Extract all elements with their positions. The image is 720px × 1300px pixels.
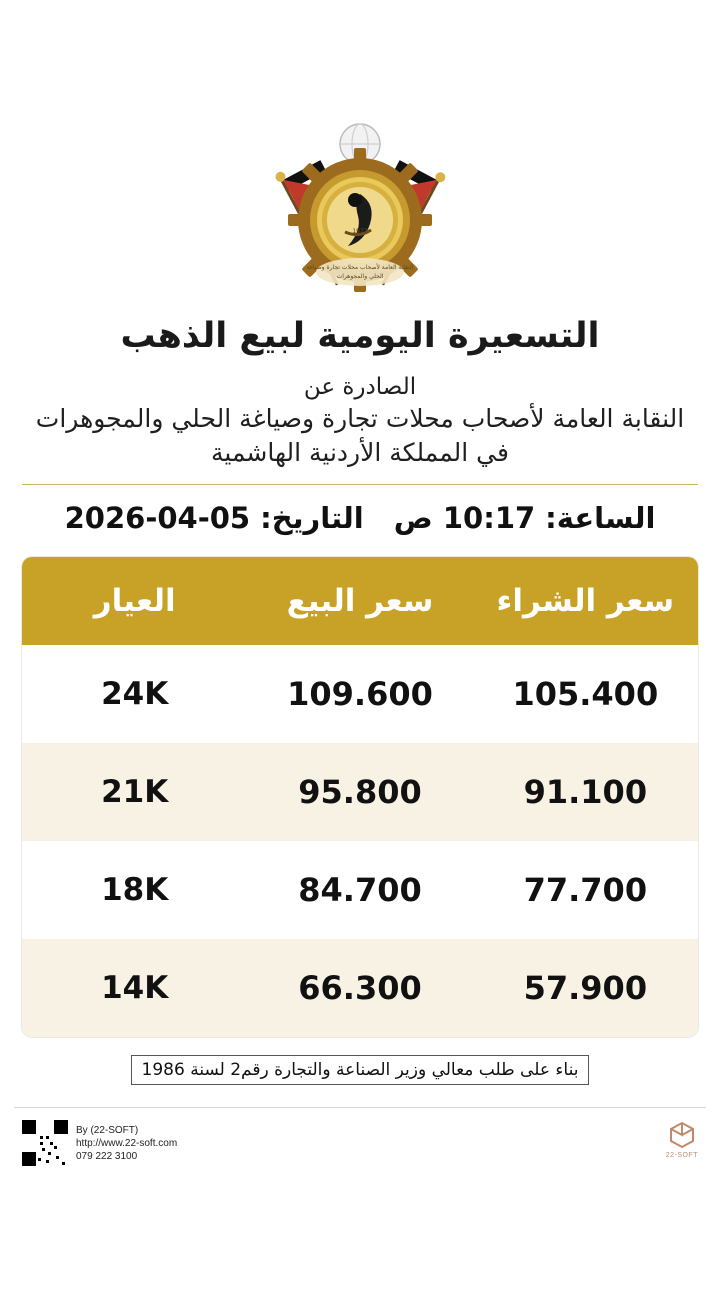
- cell-sell-price: 95.800: [298, 773, 422, 811]
- ministerial-note: بناء على طلب معالي وزير الصناعة والتجارة رقم2 لسنة 1986: [131, 1055, 590, 1085]
- table-body: [22, 645, 698, 1037]
- cell-sell-price: 109.600: [287, 675, 433, 713]
- date-label: التاريخ:: [260, 501, 364, 535]
- qr-code-icon[interactable]: [22, 1120, 68, 1166]
- header-divider: [22, 484, 698, 485]
- table-header-row: [22, 557, 698, 645]
- credit-line-2[interactable]: http://www.22-soft.com: [76, 1137, 178, 1149]
- table-row: [22, 841, 698, 939]
- svg-text:النقابة العامة لأصحاب محلات تج: النقابة العامة لأصحاب محلات تجارة وصياغة: [306, 264, 414, 271]
- date-value: 2026-04-05: [64, 501, 251, 535]
- time-label: الساعة:: [545, 501, 656, 535]
- vendor-logo: [666, 1120, 698, 1159]
- authority-line-1: النقابة العامة لأصحاب محلات تجارة وصياغة الحلي والمجوهرات: [35, 404, 685, 433]
- header-buy-price: سعر الشراء: [496, 583, 675, 619]
- cell-karat: 21K: [101, 774, 169, 810]
- page-title: التسعيرة اليومية لبيع الذهب: [120, 316, 600, 356]
- header-sell-price: سعر البيع: [286, 583, 434, 619]
- credit-block: [22, 1120, 177, 1166]
- authority-line-2: في المملكة الأردنية الهاشمية: [211, 438, 509, 467]
- svg-text:1972: 1972: [352, 228, 368, 235]
- footer: [0, 1120, 720, 1166]
- cell-sell-price: 84.700: [298, 871, 422, 909]
- cell-buy-price: 77.700: [523, 871, 648, 909]
- table-row: [22, 939, 698, 1037]
- cell-buy-price: 57.900: [523, 969, 648, 1007]
- jordan-jewellers-syndicate-emblem: [265, 112, 455, 302]
- cell-buy-price: 105.400: [512, 675, 659, 713]
- credit-line-1: By (22-SOFT): [76, 1124, 139, 1136]
- time-group: [394, 501, 656, 535]
- time-value: 10:17 ص: [393, 501, 536, 535]
- cell-karat: 24K: [101, 676, 169, 712]
- cell-karat: 14K: [101, 970, 169, 1006]
- header-karat: العيار: [93, 583, 176, 619]
- table-row: [22, 645, 698, 743]
- cube-logo-icon: [667, 1120, 697, 1150]
- gold-price-table: [22, 557, 698, 1037]
- date-time-bar: [0, 501, 720, 535]
- date-group: [65, 501, 364, 535]
- table-row: [22, 743, 698, 841]
- issuer-block: [0, 372, 720, 470]
- footer-divider: [14, 1107, 706, 1108]
- emblem-container: [0, 112, 720, 302]
- credit-line-3: 079 222 3100: [76, 1150, 138, 1162]
- note-container: [0, 1055, 720, 1085]
- vendor-logo-text: 22-SOFT: [665, 1152, 698, 1159]
- issued-by-label: الصادرة عن: [303, 374, 417, 400]
- credit-text: [76, 1124, 177, 1163]
- cell-buy-price: 91.100: [523, 773, 648, 811]
- cell-sell-price: 66.300: [298, 969, 422, 1007]
- svg-text:الحلي والمجوهرات: الحلي والمجوهرات: [336, 273, 384, 280]
- cell-karat: 18K: [101, 872, 169, 908]
